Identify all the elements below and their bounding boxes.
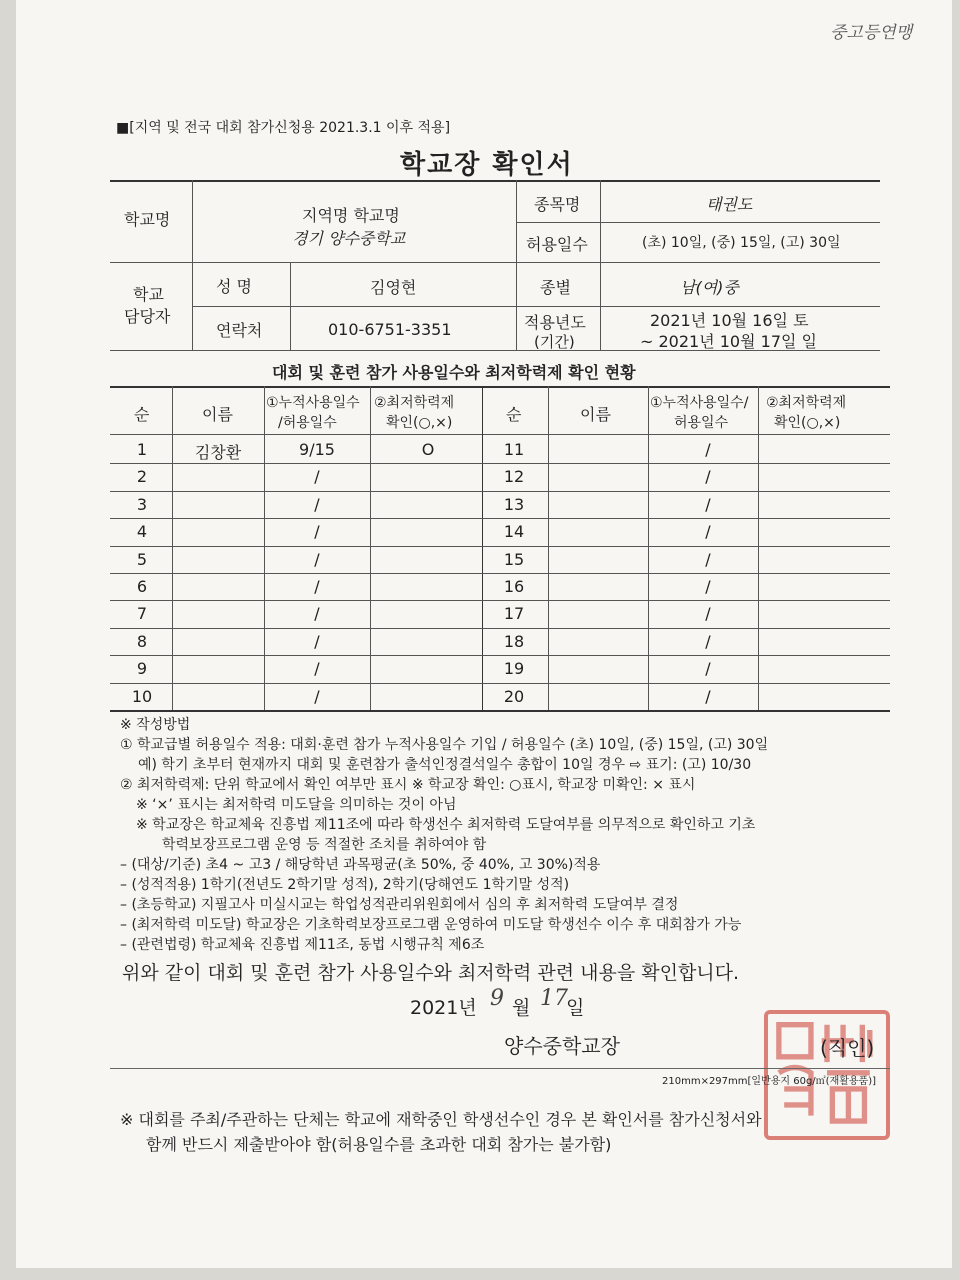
col-header-min-right: 확인(○,×) [774, 415, 841, 431]
note-1a: ① 학교급별 허용일수 적용: 대회·훈련 참가 누적사용일수 기입 / 허용일수 (초) 10일, (중) 15일, (고) 30일 [120, 737, 769, 753]
row-days-right: / [705, 467, 711, 487]
name-value: 김영현 [370, 278, 417, 297]
row-days-right: / [705, 659, 711, 679]
row-number: 8 [136, 631, 148, 651]
col-header-days-right: 허용일수 [674, 415, 729, 431]
date-month-handwritten: 9 [490, 986, 504, 1011]
info-line [600, 180, 601, 350]
period-end: ~ 2021년 10월 17일 일 [640, 332, 818, 351]
row-number: 1 [136, 440, 148, 459]
row-days: / [314, 631, 320, 651]
row-days-right: / [705, 440, 711, 459]
info-line [290, 262, 291, 350]
table-row-divider [110, 518, 890, 519]
school-value: 경기 양수중학교 [292, 229, 406, 248]
table-bottom-border [110, 710, 890, 712]
row-number-right: 13 [503, 494, 525, 514]
manager-label: 담당자 [124, 307, 171, 326]
row-days: / [314, 604, 320, 624]
gender-label: 종별 [540, 278, 571, 297]
info-line [516, 222, 880, 223]
notes-heading: ※ 작성방법 [120, 717, 191, 733]
row-number: 2 [136, 467, 148, 487]
contact-label: 연락처 [216, 321, 263, 340]
footer-note-1: ※ 대회를 주최/주관하는 단체는 학교에 재학중인 학생선수인 경우 본 확인서를 참가신청서와 [120, 1110, 762, 1129]
row-days: / [314, 522, 320, 542]
table-row-divider [110, 546, 890, 547]
table-row-divider [110, 491, 890, 492]
table-top-border [110, 386, 890, 388]
row-days: / [314, 577, 320, 596]
row-days-right: / [705, 522, 711, 542]
note-detail-3: – (초등학교) 지필고사 미실시교는 학업성적관리위원회에서 심의 후 최저학력 도달여부 결정 [120, 897, 679, 913]
row-number-right: 16 [503, 577, 525, 596]
event-value: 태권도 [706, 195, 753, 214]
note-detail-1: – (대상/기준) 초4 ~ 고3 / 해당학년 과목평균(초 50%, 중 40%, 고 30%)적용 [120, 857, 601, 873]
row-days: / [314, 549, 320, 569]
page-title: 학교장 확인서 [400, 150, 574, 180]
table-row-divider [110, 655, 890, 656]
row-days: / [314, 659, 320, 679]
corner-handwritten-note: 중고등연맹 [830, 23, 913, 43]
section-subtitle: 대회 및 훈련 참가 사용일수와 최저학력제 확인 현황 [272, 363, 636, 382]
table-line [264, 386, 265, 710]
row-days: / [314, 686, 320, 706]
row-number-right: 19 [503, 659, 525, 679]
signer: 양수중학교장 [504, 1034, 620, 1058]
table-row-divider [110, 463, 890, 464]
table-line [758, 386, 759, 710]
info-line [110, 262, 880, 263]
info-top-border [110, 180, 880, 182]
note-2: ② 최저학력제: 단위 학교에서 확인 여부만 표시 ※ 학교장 확인: ○표시, 학교장 미확인: × 표시 [120, 777, 696, 793]
period-label: 적용년도 [524, 313, 586, 332]
footer-note-2: 함께 반드시 제출받아야 함(허용일수를 초과한 대회 참가는 불가함) [146, 1135, 612, 1154]
col-header-no: 순 [134, 405, 150, 424]
row-number-right: 18 [503, 631, 525, 651]
header-tag: ■[지역 및 전국 대회 참가신청용 2021.3.1 이후 적용] [116, 120, 451, 136]
days-value: (초) 10일, (중) 15일, (고) 30일 [642, 235, 841, 251]
period-start: 2021년 10월 16일 토 [650, 311, 809, 330]
row-number-right: 12 [503, 467, 525, 487]
row-name: 김창환 [194, 443, 242, 462]
row-days-right: / [705, 549, 711, 569]
row-number: 5 [136, 549, 148, 569]
table-line [648, 386, 649, 710]
seal-label: (직인) [820, 1036, 875, 1060]
note-4a: ※ 학교장은 학교체육 진흥법 제11조에 따라 학생선수 최저학력 도달여부를 의무적으로 확인하고 기초 [136, 817, 756, 833]
school-label: 학교명 [124, 210, 171, 229]
col-header-min-right: ②최저학력제 [766, 395, 847, 411]
contact-value: 010-6751-3351 [328, 320, 452, 339]
row-number-right: 17 [503, 604, 525, 624]
row-days: / [314, 467, 320, 487]
days-label: 허용일수 [526, 235, 588, 254]
row-number-right: 15 [503, 549, 525, 569]
table-row-divider [110, 628, 890, 629]
name-label: 성 명 [216, 277, 252, 296]
table-line [110, 434, 890, 435]
info-line [192, 306, 880, 307]
table-row-divider [110, 600, 890, 601]
table-line [548, 386, 549, 710]
col-header-days-right: ①누적사용일수/ [650, 395, 749, 411]
row-number: 7 [136, 604, 148, 624]
row-number-right: 20 [503, 686, 525, 706]
col-header-min: 확인(○,×) [386, 415, 453, 431]
row-number-right: 11 [503, 440, 525, 459]
note-detail-2: – (성적적용) 1학기(전년도 2학기말 성적), 2학기(당해연도 1학기말 성적) [120, 877, 570, 893]
row-days-right: / [705, 686, 711, 706]
manager-label: 학교 [133, 285, 164, 304]
col-header-name: 이름 [202, 405, 233, 424]
col-header-days: ①누적사용일수 [266, 395, 360, 411]
note-3: ※ ‘×’ 표시는 최저학력 미도달을 의미하는 것이 아님 [136, 797, 457, 813]
row-days-right: / [705, 494, 711, 514]
date-day-handwritten: 17 [540, 986, 568, 1011]
paper-spec: 210mm×297mm[일반용지 60g/㎡(재활용품)] [662, 1076, 877, 1087]
row-number: 3 [136, 494, 148, 514]
table-line [482, 386, 483, 710]
col-header-days: /허용일수 [278, 415, 337, 431]
row-days: 9/15 [299, 440, 335, 459]
row-days-right: / [705, 604, 711, 624]
date-day-unit: 일 [566, 997, 585, 1019]
signature-divider [110, 1068, 890, 1069]
table-row-divider [110, 573, 890, 574]
col-header-no-right: 순 [506, 405, 522, 424]
note-4b: 학력보장프로그램 운영 등 적절한 조치를 취하여야 함 [162, 837, 487, 853]
info-line [516, 180, 517, 350]
col-header-min: ②최저학력제 [374, 395, 455, 411]
row-number: 4 [136, 522, 148, 542]
table-line [172, 386, 173, 710]
note-1b: 예) 학기 초부터 현재까지 대회 및 훈련참가 출석인정결석일수 총합이 10일 경우 ⇨ 표기: (고) 10/30 [138, 757, 752, 773]
region-school-label: 지역명 학교명 [302, 206, 400, 225]
note-detail-4: – (최저학력 미도달) 학교장은 기초학력보장프로그램 운영하여 미도달 학생선수 이수 후 대회참가 가능 [120, 917, 742, 933]
row-number: 9 [136, 659, 148, 679]
info-line [192, 180, 193, 350]
row-days: / [314, 494, 320, 514]
table-row-divider [110, 683, 890, 684]
gender-value: 남(여)중 [680, 278, 739, 297]
row-number-right: 14 [503, 522, 525, 542]
row-days-right: / [705, 631, 711, 651]
row-minimum-check: O [421, 440, 435, 459]
event-label: 종목명 [534, 195, 581, 214]
confirm-text: 위와 같이 대회 및 훈련 참가 사용일수와 최저학력 관련 내용을 확인합니다. [122, 962, 740, 984]
note-detail-5: – (관련법령) 학교체육 진흥법 제11조, 동법 시행규칙 제6조 [120, 937, 485, 953]
row-days-right: / [705, 577, 711, 596]
period-label: (기간) [534, 333, 575, 351]
row-number: 10 [131, 686, 153, 706]
date-month-unit: 월 [512, 997, 531, 1019]
col-header-name-right: 이름 [580, 405, 611, 424]
table-line [370, 386, 371, 710]
row-number: 6 [136, 577, 148, 596]
date-year: 2021년 [410, 997, 477, 1019]
